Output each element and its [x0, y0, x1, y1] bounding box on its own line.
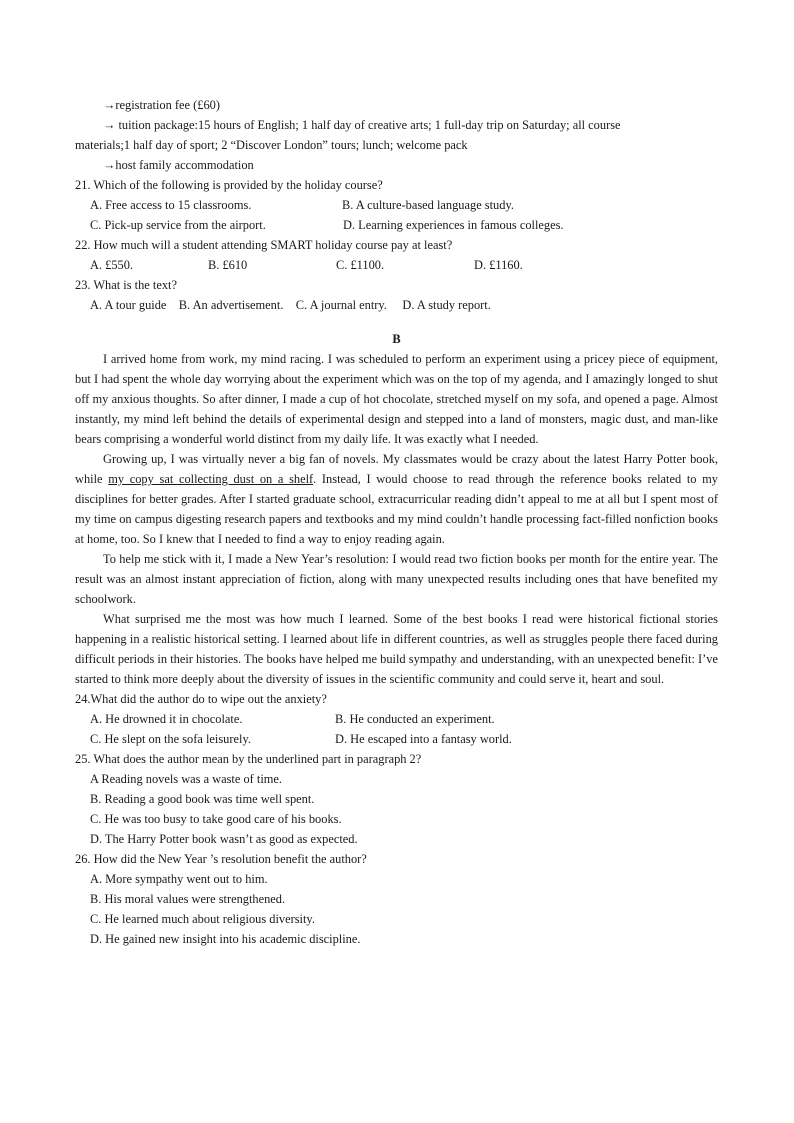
section-b-title: B	[392, 332, 401, 346]
paragraph-2-text-start: Growing up, I was virtually never a big fan of novels. My classmates would be crazy about the latest Harry Potter book, while	[75, 452, 718, 486]
question-25-option-a: A Reading novels was a waste of time.	[90, 772, 283, 786]
passage-paragraph-2	[75, 449, 718, 549]
question-26-option-b: B. His moral values were strengthened.	[90, 892, 286, 906]
question-24-option-c: C. He slept on the sofa leisurely.	[90, 732, 251, 746]
paragraph-2-text-end: . Instead, I would choose to read through the reference books related to my disciplines for better grades. After I started graduate school, extracurricular reading didn’t appeal to me at all but I spent most of my time on campus digesting research papers and textbooks and my mind couldn’t handle processing fact-filled nonfiction books at home, too. So I knew that I needed to find a way to enjoy reading again.	[75, 472, 718, 546]
fee-item-tuition: → tuition package:15 hours of English; 1 half day of creative arts; 1 full-day trip on Saturday; all course	[103, 118, 621, 132]
question-26-stem: 26. How did the New Year ’s resolution benefit the author?	[75, 852, 367, 866]
question-25-option-b: B. Reading a good book was time well spent.	[90, 792, 315, 806]
question-21-stem: 21. Which of the following is provided by the holiday course?	[75, 178, 383, 192]
question-24-option-d: D. He escaped into a fantasy world.	[335, 732, 512, 746]
question-24-options-row2	[75, 729, 718, 749]
question-24-option-b: B. He conducted an experiment.	[335, 712, 495, 726]
question-21-option-c: C. Pick-up service from the airport.	[90, 218, 266, 232]
question-24-option-a: A. He drowned it in chocolate.	[90, 712, 243, 726]
question-22-option-c: C. £1100.	[336, 258, 385, 272]
question-21-options-row2	[75, 215, 718, 235]
passage-paragraph-1: I arrived home from work, my mind racing. I was scheduled to perform an experiment using a pricey piece of equipment, but I had spent the whole day worrying about the experiment which was on the top of my agenda, and I amazingly longed to shut off my anxious thoughts. So after dinner, I made a cup of hot chocolate, stretched myself on my sofa, and opened a page. Almost instantly, my mind left behind the details of experimental design and stepped into a land of monsters, magic dust, and man-like bears comprising a wonderful world distinct from my daily life. It was exactly what I needed.	[75, 352, 718, 446]
question-21-options-row1	[75, 195, 718, 215]
question-21-option-b: B. A culture-based language study.	[342, 198, 514, 212]
question-25-option-d: D. The Harry Potter book wasn’t as good as expected.	[90, 832, 358, 846]
question-22-options-row	[75, 255, 718, 275]
question-22-option-b: B. £610	[208, 258, 248, 272]
question-26-option-c: C. He learned much about religious diversity.	[90, 912, 315, 926]
question-22-option-a: A. £550.	[90, 258, 134, 272]
question-26-option-d: D. He gained new insight into his academic discipline.	[90, 932, 361, 946]
question-23-options: A. A tour guide B. An advertisement. C. A journal entry. D. A study report.	[90, 298, 491, 312]
fee-item-registration: →registration fee (£60)	[103, 98, 220, 112]
question-24-stem: 24.What did the author do to wipe out the anxiety?	[75, 692, 327, 706]
question-21-option-d: D. Learning experiences in famous colleges.	[343, 218, 564, 232]
question-26-option-a: A. More sympathy went out to him.	[90, 872, 268, 886]
question-24-options-row1	[75, 709, 718, 729]
fee-item-tuition-continued: materials;1 half day of sport; 2 “Discover London” tours; lunch; welcome pack	[75, 138, 468, 152]
question-21-option-a: A. Free access to 15 classrooms.	[90, 198, 252, 212]
passage-paragraph-4: What surprised me the most was how much I learned. Some of the best books I read were historical fictional stories happening in a realistic historical setting. I learned about life in different countries, as well as struggles people there faced during difficult periods in their histories. The books have helped me build sympathy and understanding, with an unexpected benefit: I’ve started to think more deeply about the diversity of issues in the scientific community and could serve it, heart and soul.	[75, 612, 718, 686]
question-23-stem: 23. What is the text?	[75, 278, 177, 292]
question-25-option-c: C. He was too busy to take good care of his books.	[90, 812, 342, 826]
passage-paragraph-3: To help me stick with it, I made a New Year’s resolution: I would read two fiction books per month for the entire year. The result was an almost instant appreciation of fiction, along with many unexpected results including ones that have benefited my schoolwork.	[75, 552, 718, 606]
underlined-phrase: my copy sat collecting dust on a shelf	[108, 472, 314, 486]
fee-item-accommodation: →host family accommodation	[103, 158, 254, 172]
question-25-stem: 25. What does the author mean by the underlined part in paragraph 2?	[75, 752, 422, 766]
question-22-option-d: D. £1160.	[474, 258, 523, 272]
question-22-stem: 22. How much will a student attending SMART holiday course pay at least?	[75, 238, 453, 252]
